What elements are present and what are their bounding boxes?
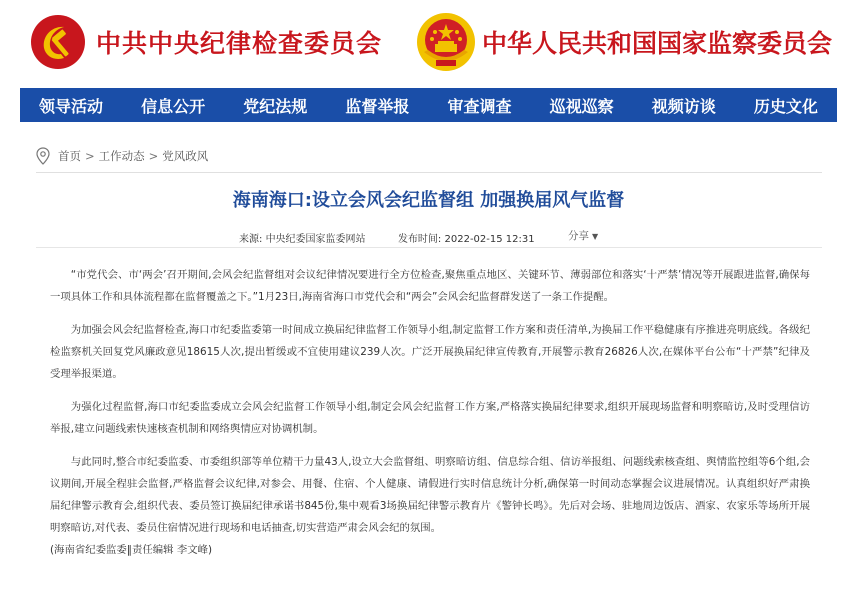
nav-item-video[interactable]: 视频访谈 [651, 96, 716, 116]
nav-item-report[interactable]: 监督举报 [345, 96, 410, 116]
time-label: 发布时间: [397, 234, 442, 245]
nav-item-history[interactable]: 历史文化 [753, 96, 818, 116]
article-paragraph: 与此同时,整合市纪委监委、市委组织部等单位精干力量43人,设立大会监督组、明察暗访组、信息综合组、信访举报组、问题线索核查组、舆情监控组等6个组,会议期间,开展全程驻会监督,严格监督会议纪律,对参会、用餐、住宿、个人健康、请假进行实时信息统计分析,确保第一时间动态掌握会议进展情况。认真组织好严肃换届纪律警示教育会,组织代表、委员签订换届纪律承诺书845份,集中观看3场换届纪律警示教育片《警钟长鸣》。先后对会场、驻地周边饭店、酒家、农家乐等场所开展明察暗访,对代表、委员住宿情况进行现场和电话抽查,切实营造严肃会风会纪的氛围。 [50, 456, 810, 534]
article-body [50, 264, 810, 572]
article-title: 海南海口:设立会风会纪监督组 加强换届风气监督 [232, 190, 625, 211]
caret-down-icon: ▼ [592, 232, 599, 241]
nav-item-information[interactable]: 信息公开 [141, 96, 206, 116]
meta-divider [36, 247, 822, 248]
breadcrumb-divider [36, 172, 822, 173]
party-emblem-icon[interactable] [30, 14, 86, 70]
location-pin-icon [36, 147, 50, 165]
share-button[interactable] [568, 228, 598, 243]
publish-time: 2022-02-15 12:31 [444, 234, 535, 245]
nav-item-regulations[interactable]: 党纪法规 [243, 96, 308, 116]
cpc-discipline-commission-title[interactable]: 中共中央纪律检查委员会 [96, 29, 383, 58]
article-paragraph: 为强化过程监督,海口市纪委监委成立会风会纪监督工作领导小组,制定会风会纪监督工作方案,严格落实换届纪律要求,组织开展现场监督和明察暗访,及时受理信访举报,建立问题线索快速核查机制和网络舆情应对协调机制。 [50, 401, 810, 435]
breadcrumb-separator: > [148, 149, 159, 163]
nav-item-investigation[interactable]: 审查调查 [447, 96, 512, 116]
breadcrumb-work-news[interactable]: 工作动态 [98, 149, 145, 163]
nav-item-inspection[interactable]: 巡视巡察 [549, 96, 614, 116]
breadcrumb-separator: > [85, 149, 95, 163]
main-nav [20, 88, 837, 122]
article-meta [239, 230, 535, 245]
national-supervision-commission-title[interactable]: 中华人民共和国国家监察委员会 [482, 29, 833, 58]
breadcrumb [36, 146, 208, 166]
source-value: 中央纪委国家监委网站 [265, 234, 366, 245]
source-label: 来源: [239, 234, 263, 245]
site-header [0, 0, 857, 86]
breadcrumb-party-style[interactable]: 党风政风 [162, 149, 209, 163]
nav-item-leadership[interactable]: 领导活动 [39, 96, 104, 116]
article-paragraph: 为加强会风会纪监督检查,海口市纪委监委第一时间成立换届纪律监督工作领导小组,制定监督工作方案和责任清单,为换届工作平稳健康有序推进亮明底线。各级纪检监察机关回复党风廉政意见18615人次,提出暂缓或不宜使用建议239人次。广泛开展换届纪律宣传教育,开展警示教育26826人次,在媒体平台公布“十严禁”纪律及受理举报渠道。 [50, 324, 810, 380]
breadcrumb-home[interactable]: 首页 [58, 149, 81, 163]
share-label: 分享 [568, 230, 589, 242]
article-paragraph: “市党代会、市‘两会’召开期间,会风会纪监督组对会议纪律情况要进行全方位检查,聚焦重点地区、关键环节、薄弱部位和落实‘十严禁’情况等开展跟进监督,确保每一项具体工作和具体流程都在监督覆盖之下。”1月23日,海南省海口市党代会和“两会”会风会纪监督群发送了一条工作提醒。 [50, 269, 810, 303]
article-source-footer: (海南省纪委监委‖责任编辑 李文峰) [50, 544, 213, 556]
national-emblem-icon[interactable] [416, 12, 476, 72]
